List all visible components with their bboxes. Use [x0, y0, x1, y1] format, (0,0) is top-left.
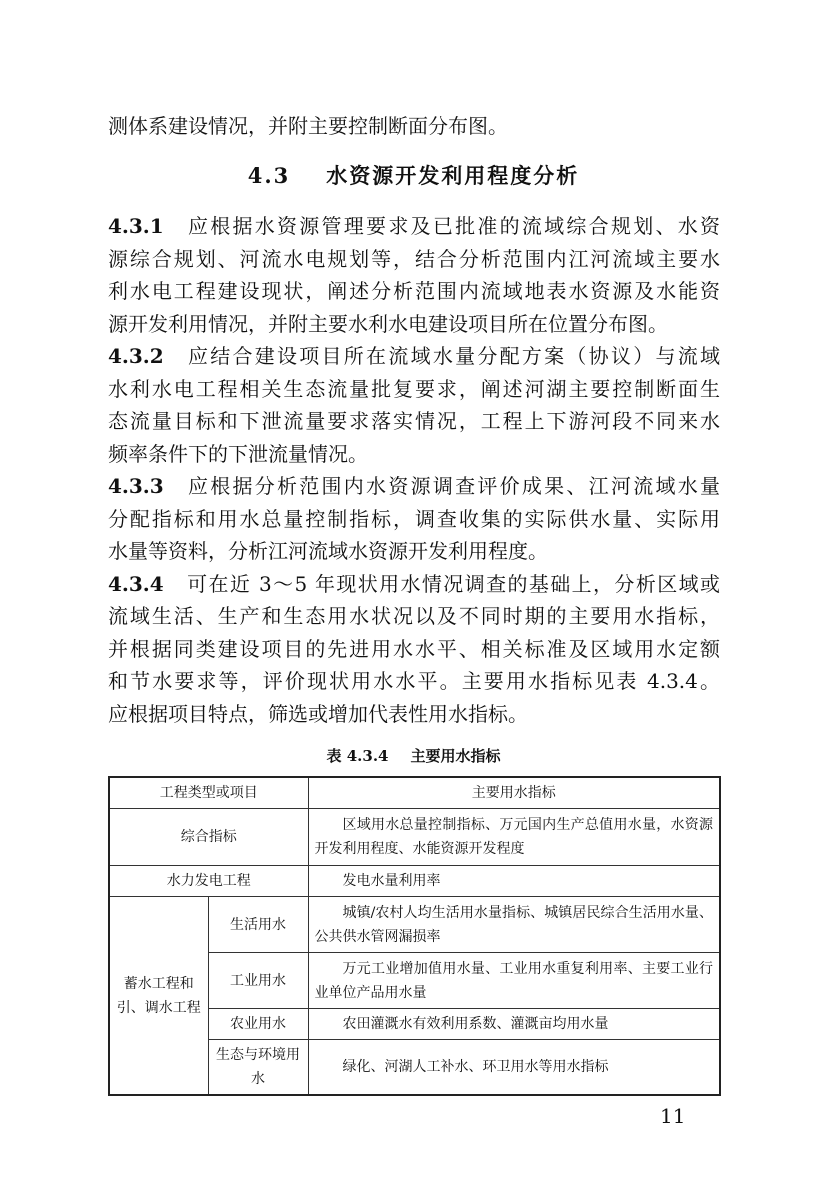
water-indicator-table — [108, 776, 721, 1096]
clause-text: 应根据分析范围内水资源调查评价成果、江河流域水量 — [185, 474, 720, 498]
clause-line — [108, 568, 720, 600]
clause-line — [108, 535, 720, 567]
clause-line — [108, 275, 720, 307]
clause-number: 4.3.1 — [108, 214, 164, 238]
clause-line — [108, 243, 720, 275]
group-cell: 蓄水工程和引、调水工程 — [109, 897, 208, 1096]
clause-text: 水量等资料，分析江河流域水资源开发利用程度。 — [108, 539, 548, 563]
table-row — [109, 897, 720, 953]
clause-line — [108, 210, 720, 242]
header-cell: 主要用水指标 — [308, 777, 720, 809]
indicator-cell: 绿化、河湖人工补水、环卫用水等用水指标 — [308, 1040, 720, 1096]
clause-line — [108, 633, 720, 665]
header-cell: 工程类型或项目 — [109, 777, 308, 809]
clause-line — [108, 308, 720, 340]
table-row — [109, 809, 720, 866]
type-cell: 综合指标 — [109, 809, 308, 866]
clause-line — [108, 373, 720, 405]
intro-line: 测体系建设情况，并附主要控制断面分布图。 — [108, 114, 508, 138]
type-cell: 农业用水 — [208, 1009, 308, 1040]
clause-text: 源综合规划、河流水电规划等，结合分析范围内江河流域主要水 — [108, 246, 720, 271]
clause-line — [108, 340, 720, 372]
table-title: 主要用水指标 — [410, 747, 501, 765]
section-heading — [0, 160, 827, 192]
clause-text: 应结合建设项目所在流域水量分配方案（协议）与流域 — [185, 344, 720, 368]
clause-text: 应根据水资源管理要求及已批准的流域综合规划、水资 — [185, 214, 720, 238]
indicator-cell: 万元工业增加值用水量、工业用水重复利用率、主要工业行业单位产品用水量 — [308, 953, 720, 1009]
indicator-cell: 发电水量利用率 — [308, 866, 720, 897]
clause-line — [108, 470, 720, 502]
indicator-cell: 区域用水总量控制指标、万元国内生产总值用水量，水资源开发利用程度、水能资源开发程度 — [308, 809, 720, 866]
clause-text: 利水电工程建设现状，阐述分析范围内流域地表水资源及水能资 — [108, 279, 720, 303]
clause-line — [108, 405, 720, 437]
clause-line — [108, 665, 720, 697]
section-number: 4.3 — [247, 163, 291, 188]
clause-number: 4.3.2 — [108, 344, 164, 368]
clause-line — [108, 600, 720, 632]
clause-text: 并根据同类建设项目的先进用水水平、相关标准及区域用水定额 — [108, 636, 720, 661]
clause-text: 频率条件下的下泄流量情况。 — [108, 441, 368, 466]
clause-text: 分配指标和用水总量控制指标，调查收集的实际供水量、实际用 — [108, 506, 720, 531]
clause-line — [108, 698, 720, 730]
type-cell: 水力发电工程 — [109, 866, 308, 897]
table-number: 表 4.3.4 — [326, 747, 389, 765]
clause-text: 水利水电工程相关生态流量批复要求，阐述河湖主要控制断面生 — [108, 376, 720, 401]
clause-text: 源开发利用情况，并附主要水利水电建设项目所在位置分布图。 — [108, 311, 668, 336]
clause-text: 态流量目标和下泄流量要求落实情况，工程上下游河段不同来水 — [108, 409, 720, 433]
indicator-cell: 农田灌溉水有效利用系数、灌溉亩均用水量 — [308, 1009, 720, 1040]
table-caption — [0, 744, 827, 768]
table-header-row — [109, 777, 720, 809]
clause-number: 4.3.3 — [108, 474, 164, 498]
type-cell: 工业用水 — [208, 953, 308, 1009]
type-cell: 生态与环境用水 — [208, 1040, 308, 1096]
clause-text: 可在近 3～5 年现状用水情况调查的基础上，分析区域或 — [185, 571, 720, 596]
clause-line — [108, 503, 720, 535]
clause-text: 流域生活、生产和生态用水状况以及不同时期的主要用水指标， — [108, 604, 720, 628]
type-cell: 生活用水 — [208, 897, 308, 953]
indicator-cell: 城镇/农村人均生活用水量指标、城镇居民综合生活用水量、公共供水管网漏损率 — [308, 897, 720, 953]
section-title: 水资源开发利用程度分析 — [326, 163, 580, 188]
clause-line — [108, 438, 720, 470]
clause-text: 应根据项目特点，筛选或增加代表性用水指标。 — [108, 701, 528, 726]
page-number: 11 — [660, 1104, 686, 1128]
clause-number: 4.3.4 — [108, 571, 164, 596]
clause-text: 和节水要求等，评价现状用水水平。主要用水指标见表 4.3.4。 — [108, 669, 720, 693]
table-row — [109, 866, 720, 897]
